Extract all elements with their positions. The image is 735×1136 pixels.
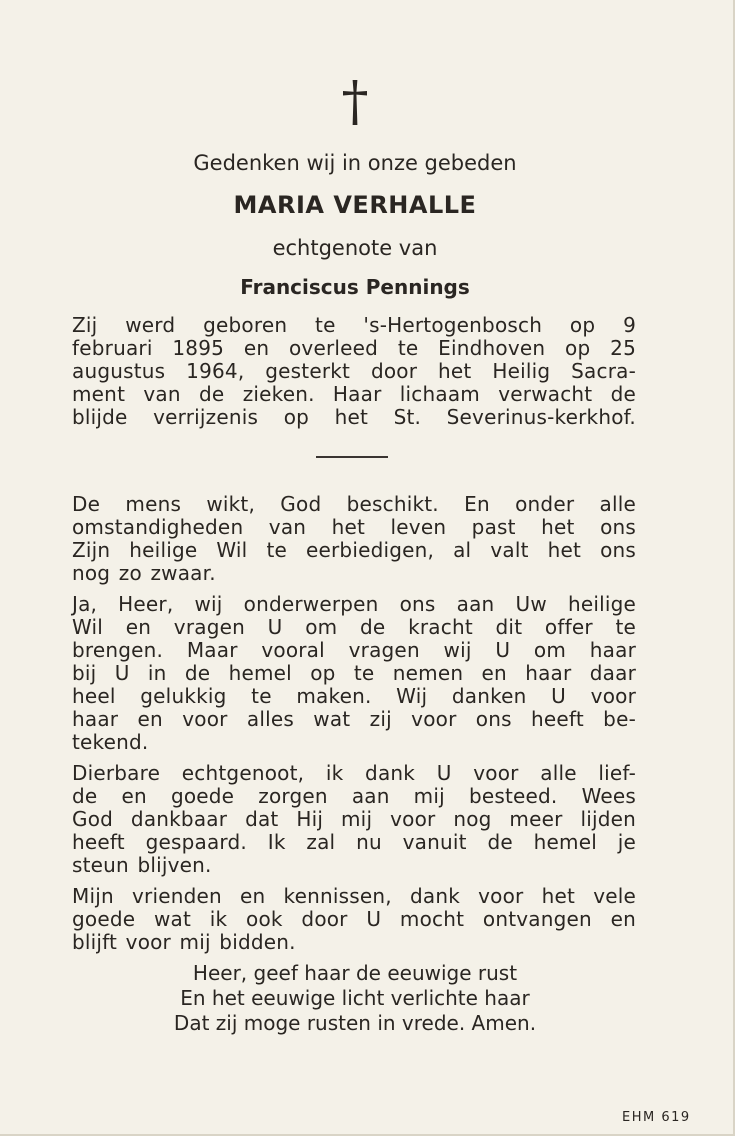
text-line: Zijn heilige Wil te eerbiedigen, al valt het ons <box>72 538 636 562</box>
text-line: de en goede zorgen aan mij besteed. Wees <box>72 784 636 808</box>
text-line: steun blijven. <box>72 853 212 877</box>
text-line: Ja, Heer, wij onderwerpen ons aan Uw heilige <box>72 592 636 616</box>
paragraph-2 <box>72 593 636 754</box>
spouse-name: Franciscus Pennings <box>240 275 470 299</box>
intro-line: Gedenken wij in onze gebeden <box>193 151 517 175</box>
cross-icon: † <box>341 70 369 133</box>
spouse-of-line: echtgenote van <box>272 236 438 260</box>
closing-prayer <box>0 961 710 1036</box>
text-line: blijft voor mij bidden. <box>72 930 296 954</box>
paragraph-4 <box>72 885 636 954</box>
text-line: Mijn vrienden en kennissen, dank voor het vele <box>72 884 636 908</box>
text-line: Dierbare echtgenoot, ik dank U voor alle lief- <box>72 761 636 785</box>
bio-line: ment van de zieken. Haar lichaam verwacht de <box>72 382 636 406</box>
text-line: bij U in de hemel op te nemen en haar daar <box>72 661 636 685</box>
prayer-line: Dat zij moge rusten in vrede. Amen. <box>173 1011 537 1035</box>
text-line: haar en voor alles wat zij voor ons heeft be- <box>72 707 636 731</box>
text-line: De mens wikt, God beschikt. En onder alle <box>72 492 636 516</box>
text-line: tekend. <box>72 730 149 754</box>
text-line: God dankbaar dat Hij mij voor nog meer lijden <box>72 807 636 831</box>
text-line: goede wat ik ook door U mocht ontvangen en <box>72 907 636 931</box>
text-line: omstandigheden van het leven past het ons <box>72 515 636 539</box>
prayer-line: En het eeuwige licht verlichte haar <box>180 986 530 1010</box>
text-line: Wil en vragen U om de kracht dit offer te <box>72 615 636 639</box>
printer-code: EHM 619 <box>622 1110 691 1125</box>
text-line: nog zo zwaar. <box>72 561 216 585</box>
text-line: heeft gespaard. Ik zal nu vanuit de hemel je <box>72 830 636 854</box>
paragraph-1 <box>72 493 636 585</box>
biography-paragraph <box>72 314 636 429</box>
prayer-line: Heer, geef haar de eeuwige rust <box>192 961 518 985</box>
text-line: heel gelukkig te maken. Wij danken U voor <box>72 684 636 708</box>
divider-rule <box>316 456 388 458</box>
paragraph-3 <box>72 762 636 877</box>
deceased-name: MARIA VERHALLE <box>233 191 477 219</box>
bio-line: augustus 1964, gesterkt door het Heilig Sacra- <box>72 359 636 383</box>
bio-line: blijde verrijzenis op het St. Severinus-kerkhof. <box>72 405 636 429</box>
bio-line: Zij werd geboren te 's-Hertogenbosch op 9 <box>72 313 636 337</box>
text-line: brengen. Maar vooral vragen wij U om haar <box>72 638 636 662</box>
bio-line: februari 1895 en overleed te Eindhoven op 25 <box>72 336 636 360</box>
